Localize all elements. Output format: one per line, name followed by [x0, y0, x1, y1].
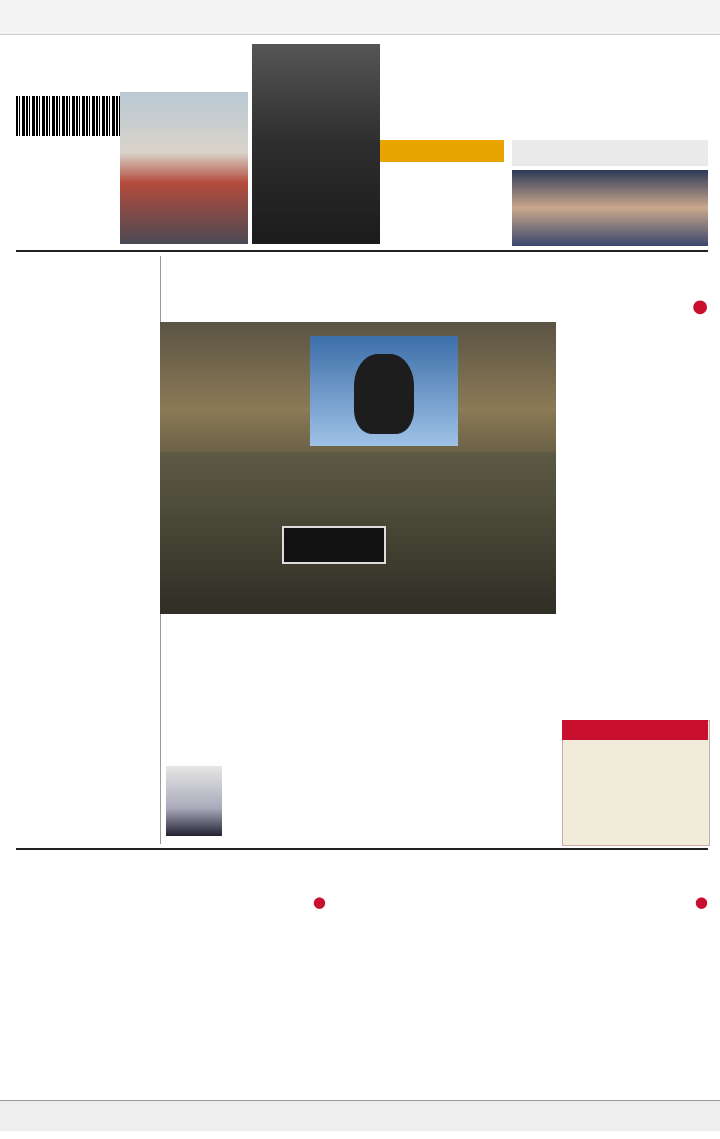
- second-subhead-right: [330, 892, 708, 912]
- teaser-center-photo: [252, 44, 380, 244]
- main-subhead: [168, 294, 708, 320]
- document-box-title: [562, 720, 708, 740]
- lower-col-2: [300, 632, 424, 844]
- lower-col-1: [166, 720, 292, 760]
- second-col-6: [16, 918, 122, 1100]
- second-subhead-left: [16, 892, 326, 912]
- second-col-3: [352, 918, 458, 1100]
- barcode: [16, 96, 124, 136]
- divider: [16, 250, 708, 252]
- newspaper-logo: [370, 30, 710, 126]
- second-col-5: [128, 918, 234, 1100]
- main-story-text: [562, 322, 708, 640]
- bullet-icon: ●: [694, 893, 708, 911]
- second-col-4: [240, 918, 346, 1100]
- teaser-right-title[interactable]: [512, 140, 708, 166]
- teaser-right-photo: [512, 170, 708, 246]
- second-col-1: [576, 918, 708, 1100]
- side-story-text: [16, 310, 156, 844]
- price-bar: [0, 1100, 720, 1131]
- divider: [16, 848, 708, 850]
- tv-screen: [310, 336, 458, 446]
- bullet-icon: ●: [312, 893, 326, 911]
- photo-sign: [282, 526, 386, 564]
- lower-col-4: [562, 632, 708, 718]
- second-col-2: [464, 918, 570, 1100]
- teaser-center-author: [380, 140, 504, 162]
- bullet-icon: ●: [692, 296, 708, 317]
- speaker-figure: [354, 354, 414, 434]
- teaser-left-photo: [120, 92, 248, 244]
- main-photo: [160, 322, 556, 614]
- quote-portrait: [166, 766, 222, 836]
- lower-col-3: [430, 632, 556, 844]
